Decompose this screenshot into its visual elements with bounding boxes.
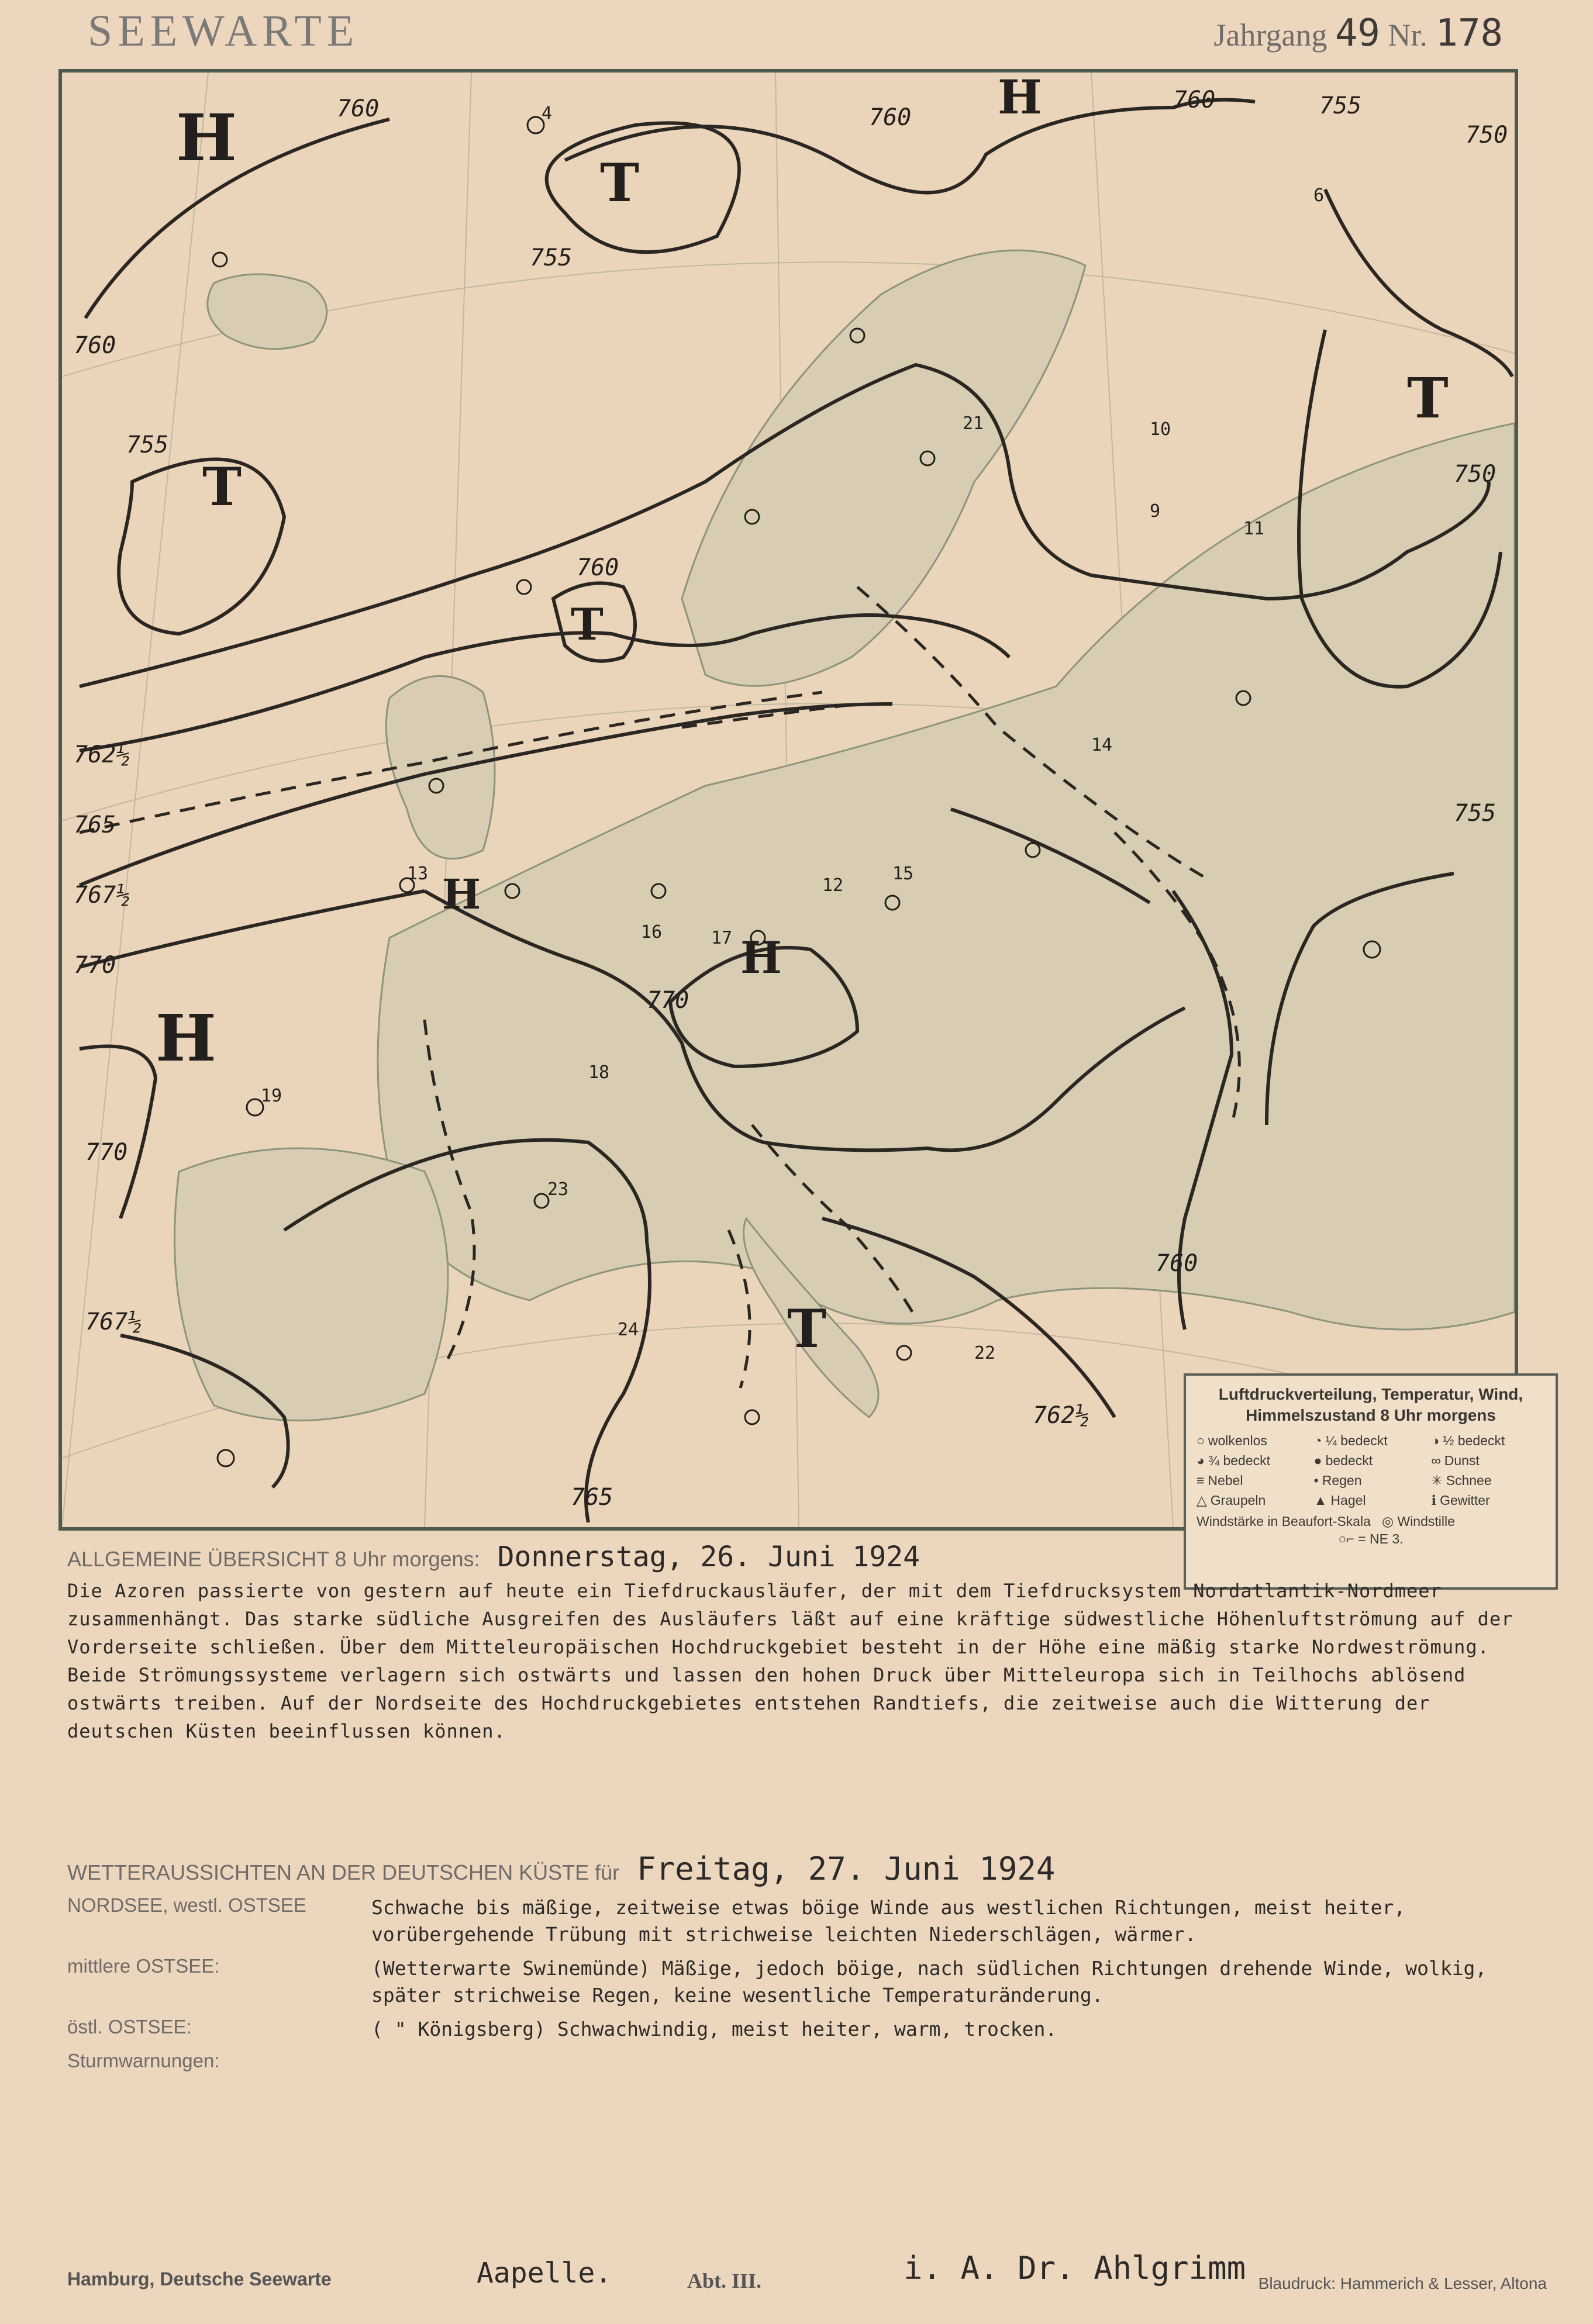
- landmasses: [175, 250, 1515, 1421]
- legend-item: ◕ ¾ bedeckt: [1197, 1453, 1271, 1468]
- legend-title-line2: Himmelszustand 8 Uhr morgens: [1246, 1406, 1496, 1424]
- storm-warnings-label: Sturmwarnungen:: [67, 2050, 220, 2071]
- isobar-label: 760: [577, 554, 619, 581]
- legend-item: • Regen: [1313, 1473, 1362, 1488]
- temp-label: 21: [963, 413, 984, 434]
- printer-credit: Blaudruck: Hammerich & Lesser, Altona: [1258, 2274, 1547, 2292]
- legend-title: [1197, 1384, 1545, 1426]
- high-central-europe: H: [740, 932, 782, 983]
- isobar-label: 770: [647, 987, 689, 1014]
- forecast-region-text: ( " Königsberg) Schwachwindig, meist heiter, warm, trocken.: [371, 2018, 1057, 2040]
- forecast-row-nordsee: [67, 1894, 1541, 1948]
- legend-item: ℹ Gewitter: [1431, 1493, 1490, 1508]
- wind-scale-label: Windstärke in Beaufort-Skala: [1197, 1514, 1371, 1529]
- legend-title-line1: Luftdruckverteilung, Temperatur, Wind,: [1218, 1385, 1523, 1403]
- temp-label: 15: [892, 864, 914, 884]
- volume-number: 49: [1335, 12, 1380, 55]
- temp-label: 13: [407, 864, 429, 884]
- isobar-label: 762½: [1033, 1402, 1089, 1429]
- temp-label: 24: [618, 1320, 639, 1340]
- institution: Hamburg, Deutsche Seewarte: [67, 2268, 332, 2290]
- isobar-label: 760: [74, 332, 116, 359]
- isobar-label: 767½: [74, 882, 130, 909]
- issue-info: [1213, 12, 1503, 55]
- issue-number: 178: [1435, 12, 1503, 55]
- low-north-sea: T: [571, 599, 604, 650]
- legend-symbols: [1197, 1432, 1545, 1509]
- isobar-label: 755: [530, 244, 573, 271]
- forecast-label: WETTERAUSSICHTEN AN DER DEUTSCHEN KÜSTE für: [67, 1860, 620, 1884]
- isobar-label: 750: [1454, 461, 1497, 488]
- forecast-date: Freitag, 27. Juni 1924: [637, 1850, 1056, 1887]
- overview-text: Die Azoren passierte von gestern auf heute ein Tiefdruckausläufer, der mit dem Tiefdrucksystem Nordatlantik-Nordmeer zusammenhängt. Das starke südliche Ausgreifen des Ausläufers läßt auf eine kräftige südwestliche Höhenluftströmung auf der Vorderseite schließen. Über dem Mitteleuropäischen Hochdruckgebiet besteht in der Höhe eine mäßig starke Nordweströmung. Beide Strömungssysteme verlagern sich ostwärts und lassen den hohen Druck über Mitteleuropa sich in Teilhochs ablösend ostwärts treiben. Auf der Nordseite des Hochdruckgebietes entstehen Randtiefs, die zeitweise auch die Witterung der deutschen Küsten beeinflussen können.: [67, 1580, 1513, 1742]
- high-azores: H: [156, 1000, 216, 1076]
- overview-date: Donnerstag, 26. Juni 1924: [497, 1541, 920, 1573]
- forecast-region-text: Schwache bis mäßige, zeitweise etwas böige Winde aus westlichen Richtungen, meist heiter, vorübergehende Trübung mit strichweise leichten Niederschlägen, wärmer.: [371, 1896, 1406, 1946]
- legend-item: ○ wolkenlos: [1197, 1433, 1267, 1448]
- low-atlantic: T: [202, 456, 242, 518]
- forecast-row-oestl-ostsee: [67, 2016, 1541, 2043]
- department: Abt. III.: [687, 2269, 762, 2292]
- isobar-label: 770: [74, 952, 116, 979]
- temp-label: 23: [547, 1179, 569, 1200]
- page-footer: [67, 2245, 1547, 2304]
- legend-item: ≡ Nebel: [1197, 1473, 1243, 1488]
- isobar-label: 767½: [85, 1308, 142, 1335]
- isobar-label: 765: [571, 1484, 613, 1511]
- isobar-label: 765: [74, 811, 116, 838]
- low-russia: T: [1407, 366, 1449, 431]
- low-mediterranean: T: [787, 1298, 826, 1360]
- low-norwegian-sea: T: [600, 152, 639, 214]
- temp-label: 11: [1243, 519, 1265, 539]
- temp-label: 22: [974, 1343, 996, 1363]
- isobar-label: 760: [869, 104, 912, 131]
- legend-item: ▲ Hagel: [1313, 1493, 1366, 1508]
- calm-label: ◎ Windstille: [1382, 1514, 1455, 1529]
- number-label: Nr.: [1388, 18, 1428, 53]
- temp-label: 6: [1313, 185, 1325, 206]
- legend-item: ◑ ½ bedeckt: [1431, 1433, 1505, 1448]
- temp-label: 12: [822, 875, 844, 896]
- temp-label: 14: [1091, 735, 1113, 755]
- weather-map: [58, 69, 1523, 1546]
- general-overview: [67, 1541, 1541, 1745]
- initials: Aapelle.: [477, 2257, 612, 2290]
- high-iceland: H: [176, 100, 237, 175]
- forecast-region-label: östl. OSTSEE:: [67, 2016, 192, 2038]
- isobar-label: 760: [1173, 87, 1216, 113]
- signature: i. A. Dr. Ahlgrimm: [904, 2250, 1246, 2287]
- page-header: [88, 6, 1503, 58]
- forecast-heading: [67, 1850, 1541, 1887]
- isobar-label: 755: [126, 431, 169, 458]
- coastal-forecast: [67, 1850, 1541, 2072]
- isobar-label: 755: [1319, 92, 1362, 119]
- isobar-label: 762½: [74, 741, 130, 768]
- iceland: [208, 274, 327, 349]
- isobar-label: 760: [1156, 1250, 1198, 1277]
- overview-label: ALLGEMEINE ÜBERSICHT 8 Uhr morgens:: [67, 1547, 480, 1571]
- wind-example: ○⌐ = NE 3.: [1338, 1531, 1404, 1546]
- isobar-label: 770: [85, 1139, 128, 1166]
- legend-item: ◔ ¼ bedeckt: [1313, 1433, 1388, 1448]
- temp-label: 19: [261, 1086, 282, 1106]
- legend-item: ∞ Dunst: [1431, 1453, 1480, 1468]
- isobar-label: 755: [1454, 800, 1497, 827]
- temp-label: 16: [641, 922, 663, 942]
- masthead-title: SEEWARTE: [88, 6, 360, 56]
- legend-item: ✳ Schnee: [1431, 1473, 1492, 1488]
- legend-item: △ Graupeln: [1197, 1493, 1266, 1508]
- iberia: [175, 1148, 449, 1421]
- forecast-row-mittlere-ostsee: [67, 1955, 1541, 2009]
- temp-label: 17: [711, 928, 733, 948]
- overview-heading: [67, 1541, 1541, 1573]
- forecast-region-label: mittlere OSTSEE:: [67, 1955, 220, 1977]
- legend-item: ● bedeckt: [1313, 1453, 1373, 1468]
- map-canvas: [62, 72, 1515, 1527]
- high-benelux: H: [442, 870, 481, 918]
- high-north: H: [998, 72, 1042, 125]
- forecast-region-label: NORDSEE, westl. OSTSEE: [67, 1894, 306, 1916]
- issue-label: Jahrgang: [1213, 18, 1328, 53]
- isobar-label: 750: [1466, 122, 1508, 149]
- temp-label: 18: [588, 1062, 610, 1083]
- isobar-label: 760: [337, 95, 380, 122]
- forecast-row-sturmwarnungen: [67, 2050, 1541, 2072]
- temp-label: 4: [542, 103, 553, 124]
- british-isles: [386, 676, 495, 858]
- temp-label: 10: [1150, 419, 1171, 440]
- scandinavia: [682, 250, 1085, 686]
- temp-label: 9: [1150, 501, 1161, 522]
- forecast-region-text: (Wetterwarte Swinemünde) Mäßige, jedoch böige, nach südlichen Richtungen drehende Winde, wolkig, später strichweise Regen, keine wesentliche Temperaturänderung.: [371, 1957, 1487, 2007]
